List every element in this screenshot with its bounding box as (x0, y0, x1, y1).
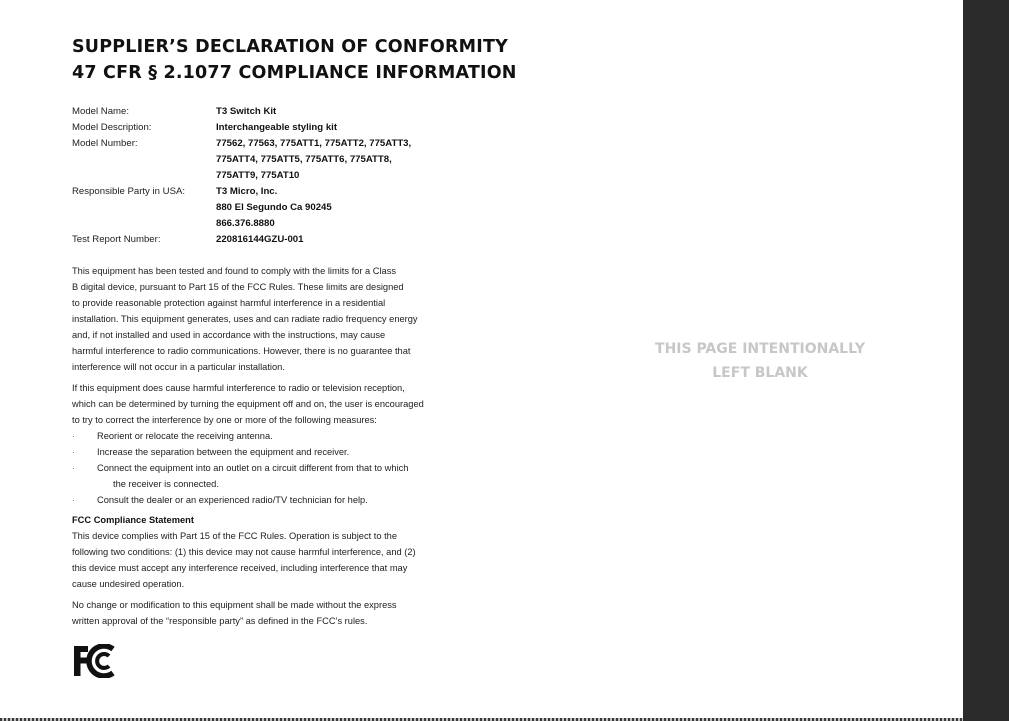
model-description-label: Model Description: (72, 122, 152, 133)
responsible-party-line: 866.376.8880 (216, 218, 275, 229)
text-line: If this equipment does cause harmful interference to radio or television reception, (72, 383, 405, 393)
list-item-text: the receiver is connected. (113, 479, 219, 489)
blank-notice-line-2: LEFT BLANK (712, 365, 808, 381)
bullet-icon: · (72, 447, 76, 457)
text-line: harmful interference to radio communications. However, there is no guarantee that (72, 346, 411, 356)
model-description-row (72, 120, 472, 136)
text-line: interference will not occur in a particular installation. (72, 362, 285, 372)
text-line: This device complies with Part 15 of the FCC Rules. Operation is subject to the (72, 531, 398, 541)
title-line-1: SUPPLIER’S DECLARATION OF CONFORMITY (72, 37, 508, 57)
bullet-icon: · (72, 431, 76, 441)
test-report-row (72, 232, 472, 248)
interference-paragraph (72, 263, 472, 375)
text-line: this device must accept any interference received, including interference that may (72, 563, 408, 573)
model-number-value (216, 136, 472, 184)
test-report-value: 220816144GZU-001 (216, 234, 304, 245)
list-item (72, 460, 472, 492)
bullet-icon: · (72, 495, 76, 505)
no-change-paragraph (72, 597, 472, 629)
title-line-2: 47 CFR § 2.1077 COMPLIANCE INFORMATION (72, 63, 517, 83)
text-line: which can be determined by turning the equipment off and on, the user is encouraged (72, 399, 424, 409)
responsible-party-line: T3 Micro, Inc. (216, 186, 278, 197)
compliance-info-table (72, 104, 472, 248)
model-number-label: Model Number: (72, 138, 138, 149)
list-item-text: Connect the equipment into an outlet on a circuit different from that to which (97, 463, 409, 473)
list-item-text: Increase the separation between the equipment and receiver. (97, 447, 350, 457)
declaration-body (72, 263, 472, 634)
list-item-text: Consult the dealer or an experienced radio/TV technician for help. (97, 495, 368, 505)
fcc-statement-paragraph (72, 528, 472, 592)
measures-list (72, 428, 472, 508)
fcc-logo-icon (72, 644, 120, 683)
model-name-value: T3 Switch Kit (216, 106, 277, 117)
responsible-party-value (216, 184, 472, 232)
model-name-label: Model Name: (72, 106, 130, 117)
text-line: to provide reasonable protection against harmful interference in a residential (72, 298, 386, 308)
corrective-measures-intro (72, 380, 472, 428)
model-number-row (72, 136, 472, 184)
text-line: written approval of the “responsible party” as defined in the FCC’s rules. (72, 616, 368, 626)
list-item-text: Reorient or relocate the receiving antenna. (97, 431, 273, 441)
responsible-party-label: Responsible Party in USA: (72, 186, 186, 197)
list-item (72, 428, 472, 444)
text-line: B digital device, pursuant to Part 15 of the FCC Rules. These limits are designed (72, 282, 404, 292)
model-name-row (72, 104, 472, 120)
text-line: installation. This equipment generates, uses and can radiate radio frequency energy (72, 314, 418, 324)
text-line: to try to correct the interference by one or more of the following measures: (72, 415, 377, 425)
blank-page-notice (600, 337, 920, 385)
model-number-line: 775ATT9, 775AT10 (216, 170, 300, 181)
responsible-party-row (72, 184, 472, 232)
text-line: following two conditions: (1) this device may not cause harmful interference, and (2) (72, 547, 416, 557)
text-line: This equipment has been tested and found to comply with the limits for a Class (72, 266, 397, 276)
model-number-line: 77562, 77563, 775ATT1, 775ATT2, 775ATT3, (216, 138, 412, 149)
text-line: No change or modification to this equipment shall be made without the express (72, 600, 397, 610)
text-line: and, if not installed and used in accordance with the instructions, may cause (72, 330, 386, 340)
list-item (72, 444, 472, 460)
text-line: cause undesired operation. (72, 579, 185, 589)
list-item (72, 492, 472, 508)
bullet-icon: · (72, 463, 76, 473)
model-number-line: 775ATT4, 775ATT5, 775ATT6, 775ATT8, (216, 154, 392, 165)
page-title (72, 34, 517, 86)
blank-notice-line-1: THIS PAGE INTENTIONALLY (655, 341, 865, 357)
test-report-label: Test Report Number: (72, 234, 161, 245)
viewer-background (963, 0, 1009, 721)
responsible-party-line: 880 El Segundo Ca 90245 (216, 202, 332, 213)
fcc-statement-heading: FCC Compliance Statement (72, 515, 194, 525)
fcc-logo-svg (72, 644, 120, 678)
model-description-value: Interchangeable styling kit (216, 122, 338, 133)
